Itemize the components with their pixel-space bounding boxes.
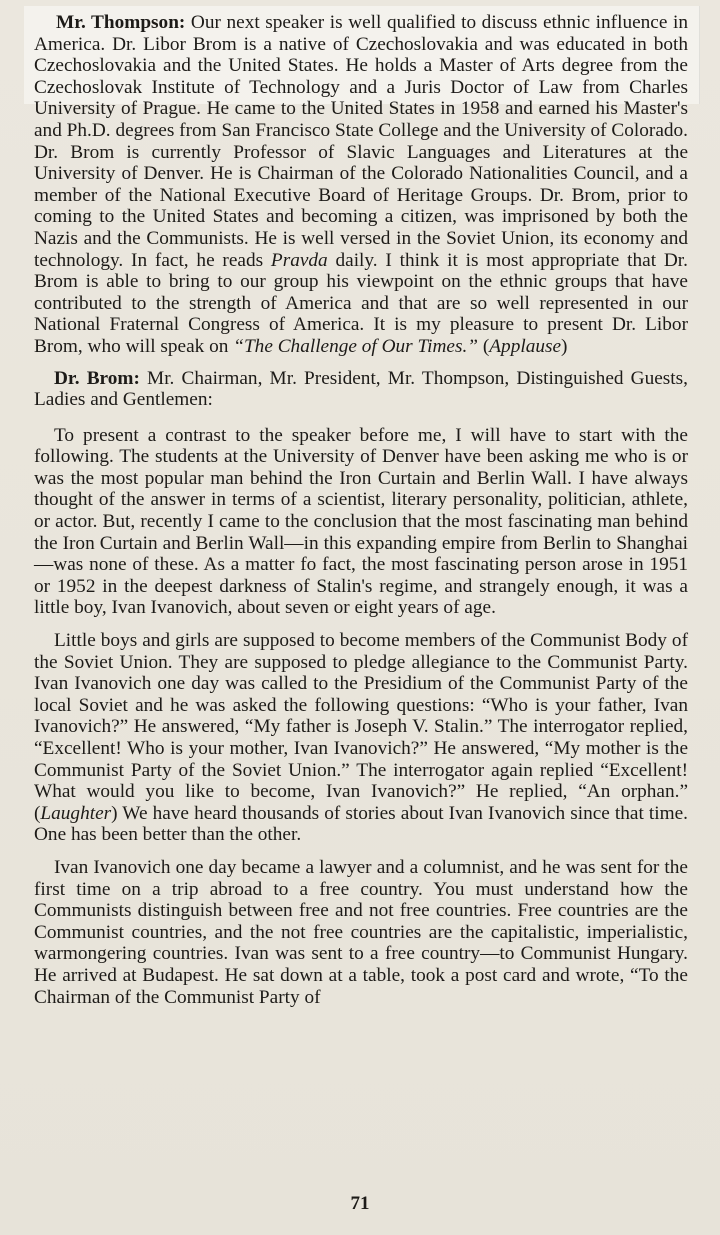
pravda-title: Pravda — [270, 249, 328, 271]
para2-text-a: Little boys and girls are supposed to become members of the Communist Body of the Soviet Union. They are supposed to pledge allegiance to the Communist Party. Ivan Ivanovich one day was called to the Presidium of the Communist Party of the local Soviet and he was asked the following questions: “Who is your father, Ivan Ivanovich?” He answered, “My father is Joseph V. Stalin.” The interrogator replied, “Excellent! Who is your mother, Ivan Ivanovich?” He answered, “My mother is the Communist Party of the Soviet Union.” The interrogator again replied “Excellent! What would you like to become, Ivan Ivanovich?” He replied, “An orphan.” ( — [34, 630, 688, 824]
greeting-text: Mr. Chairman, Mr. President, Mr. Thompson, Distinguished Guests, Ladies and Gentlemen: — [34, 367, 688, 411]
speaker-name-thompson: Mr. Thompson: — [56, 12, 186, 33]
body-paragraph-1: To present a contrast to the speaker before me, I will have to start with the following. The students at the University of Denver have been asking me who is or was the most popular man behind the Iron Curtain and Berlin Wall. I have always thought of the answer in terms of a scientist, literary personality, politician, athlete, or actor. But, recently I came to the conclusion that the most fascinating man behind the Iron Curtain and Berlin Wall—in this expanding empire from Berlin to Shanghai—was none of these. As a matter fo fact, the most fascinating person arose in 1951 or 1952 in the deepest darkness of Stalin's regime, and strangely enough, it was a little boy, Ivan Ivanovich, about seven or eight years of age. — [34, 424, 688, 619]
speech-title: “The Challenge of Our Times.” — [233, 335, 479, 357]
laughter-note: Laughter — [40, 802, 112, 824]
page-number: 71 — [350, 1193, 370, 1214]
para2-text-b: ) We have heard thousands of stories about Ivan Ivanovich since that time. One has been better than the other. — [34, 802, 688, 846]
body-paragraph-2 — [34, 630, 688, 846]
body-paragraph-3: Ivan Ivanovich one day became a lawyer and a columnist, and he was sent for the first time on a trip abroad to a free country. You must understand how the Communists distinguish between free and not free countries. Free countries are the Communist countries, and the not free countries are the capitalistic, imperialistic, warmongering countries. Ivan was sent to a free country—to Communist Hungary. He arrived at Budapest. He sat down at a table, took a post card and wrote, “To the Chairman of the Communist Party of — [34, 856, 688, 1008]
intro-text-d: ) — [561, 335, 568, 357]
intro-text-c: ( — [478, 335, 490, 357]
intro-text-a: Our next speaker is well qualified to discuss ethnic influence in America. Dr. Libor Brom is a native of Czechoslovakia and was educated in both Czechoslovakia and the United States. He holds a Master of Arts degree from the Czechoslovak Institute of Technology and a Juris Doctor of Law from Charles University of Prague. He came to the United States in 1958 and earned his Master's and Ph.D. degrees from San Francisco State College and the University of Colorado. Dr. Brom is currently Professor of Slavic Languages and Literatures at the University of Denver. He is Chairman of the Colorado Nationalities Council, and a member of the National Executive Board of Heritage Groups. Dr. Brom, prior to coming to the United States and becoming a citizen, was imprisoned by both the Nazis and the Communists. He is well versed in the Soviet Union, its economy and technology. In fact, he reads — [34, 12, 688, 271]
speaker-name-brom: Dr. Brom: — [54, 367, 140, 389]
applause-note: Applause — [489, 335, 562, 357]
greeting-paragraph — [34, 368, 688, 411]
intro-text-b: daily. I think it is most appropriate that Dr. Brom is able to bring to our group his viewpoint on the ethnic groups that have contributed to the strength of America and that are so well represented in our National Fraternal Congress of America. It is my pleasure to present Dr. Libor Brom, who will speak on — [34, 249, 688, 357]
intro-paragraph — [34, 12, 688, 358]
